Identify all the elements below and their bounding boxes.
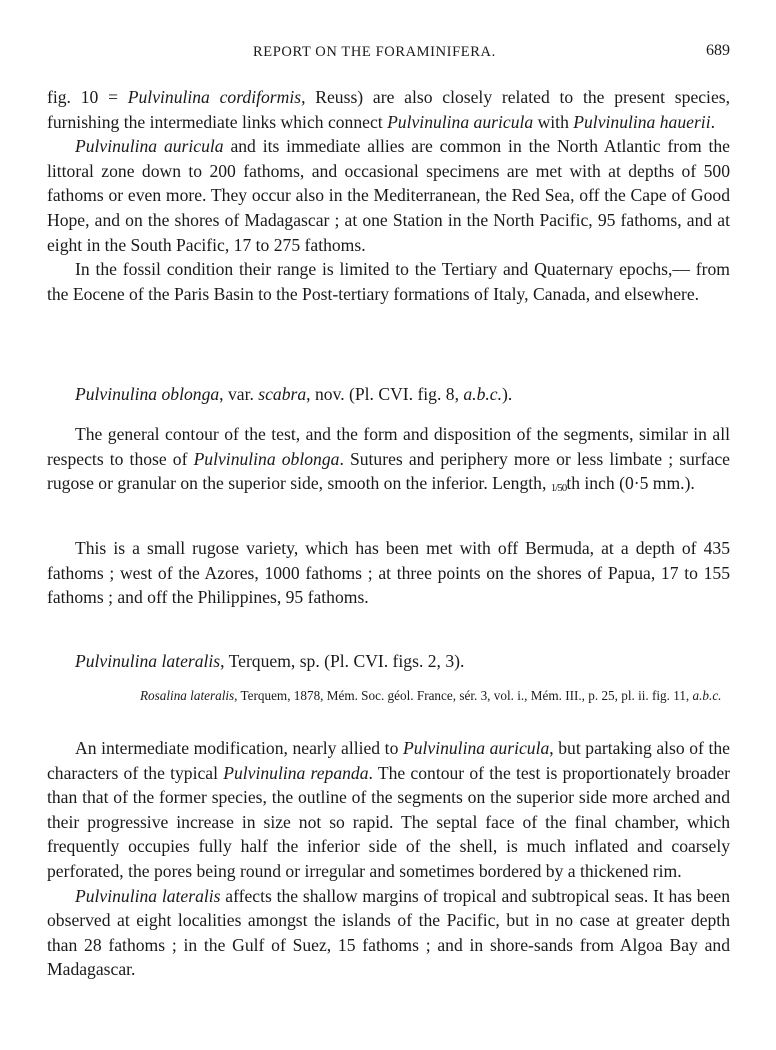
taxon-name: Pulvinulina cordiformis (127, 87, 302, 107)
running-title: REPORT ON THE FORAMINIFERA. (253, 44, 496, 60)
paragraph: Pulvinulina auricula and its immediate allies are common in the North Atlantic from the littoral zone down to 200 fathoms, and occasional specimens are met with at depths of 500 fathoms or even more. They occur also in the Mediterranean, the Red Sea, off the Cape of Good Hope, and on the shores of Madagascar ; at one Station in the North Pacific, 95 fathoms, and at eight in the South Pacific, 17 to 275 fathoms. (47, 136, 730, 255)
taxon-name: Pulvinulina hauerii (573, 111, 711, 132)
page-number: 689 (706, 42, 730, 59)
running-header (47, 40, 730, 64)
paragraph: The general contour of the test, and the form and disposition of the segments, similar in all respects to those of Pulvinulina oblonga. Sutures and periphery more or less limbate ; surface rugose or granular on the superior side, smooth on the inferior. Length, 1/50th inch (0·5 mm.). (47, 424, 730, 495)
taxon-name: Pulvinulina auricula (387, 111, 534, 132)
paragraph: An intermediate modification, nearly allied to Pulvinulina auricula, but partaking also of the characters of the typical Pulvinulina repanda. The contour of the test is proportionately broader than that of the former species, the outline of the segments on the superior side more arched and their progressive increase in size not so rapid. The septal face of the final chamber, which frequently occupies fully half the inferior side of the shell, is much inflated and coarsely perforated, the pores being round or irregular and sometimes bordered by a thickened rim. (47, 738, 731, 881)
continued-discussion (47, 85, 730, 306)
taxon-name: Pulvinulina repanda (223, 762, 369, 783)
synonymy-reference: Rosalina lateralis, Terquem, 1878, Mém. Soc. géol. France, sér. 3, vol. i., Mém. III., p. 25, pl. ii. fig. 11, a.b.c. (140, 688, 722, 703)
taxon-name: Pulvinulina auricula (75, 136, 224, 157)
paragraph: fig. 10 = Pulvinulina cordiformis, Reuss) are also closely related to the present species, furnishing the intermediate links which connect Pulvinulina auricula with Pulvinulina hauerii. (47, 87, 731, 132)
species-description (47, 422, 730, 501)
taxon-name: Pulvinulina lateralis (75, 885, 221, 906)
fraction: 1/50 (550, 482, 567, 495)
taxon-name: Pulvinulina oblonga (193, 448, 340, 469)
species-distribution (47, 536, 730, 610)
taxon-name: Rosalina lateralis (140, 688, 235, 703)
paragraph: This is a small rugose variety, which has been met with off Bermuda, at a depth of 435 fathoms ; west of the Azores, 1000 fathoms ; at three points on the shores of Papua, 17 to 155 fathoms ; and off the Philippines, 95 fathoms. (47, 538, 730, 608)
species-description (47, 736, 730, 982)
paragraph: In the fossil condition their range is limited to the Tertiary and Quaternary epochs,— from the Eocene of the Paris Basin to the Post-tertiary formations of Italy, Canada, and elsewhere. (47, 259, 730, 304)
taxon-name: Pulvinulina auricula (402, 738, 550, 758)
paragraph: Pulvinulina lateralis affects the shallow margins of tropical and subtropical seas. It has been observed at eight localities amongst the islands of the Pacific, but in no case at greater depth than 28 fathoms ; in the Gulf of Suez, 15 fathoms ; and in shore-sands from Algoa Bay and Madagascar. (47, 885, 730, 980)
species-heading-lateralis: Pulvinulina lateralis, Terquem, sp. (Pl. CVI. figs. 2, 3). (75, 651, 465, 671)
species-heading-oblonga-scabra: Pulvinulina oblonga, var. scabra, nov. (Pl. CVI. fig. 8, a.b.c.). (75, 384, 513, 404)
